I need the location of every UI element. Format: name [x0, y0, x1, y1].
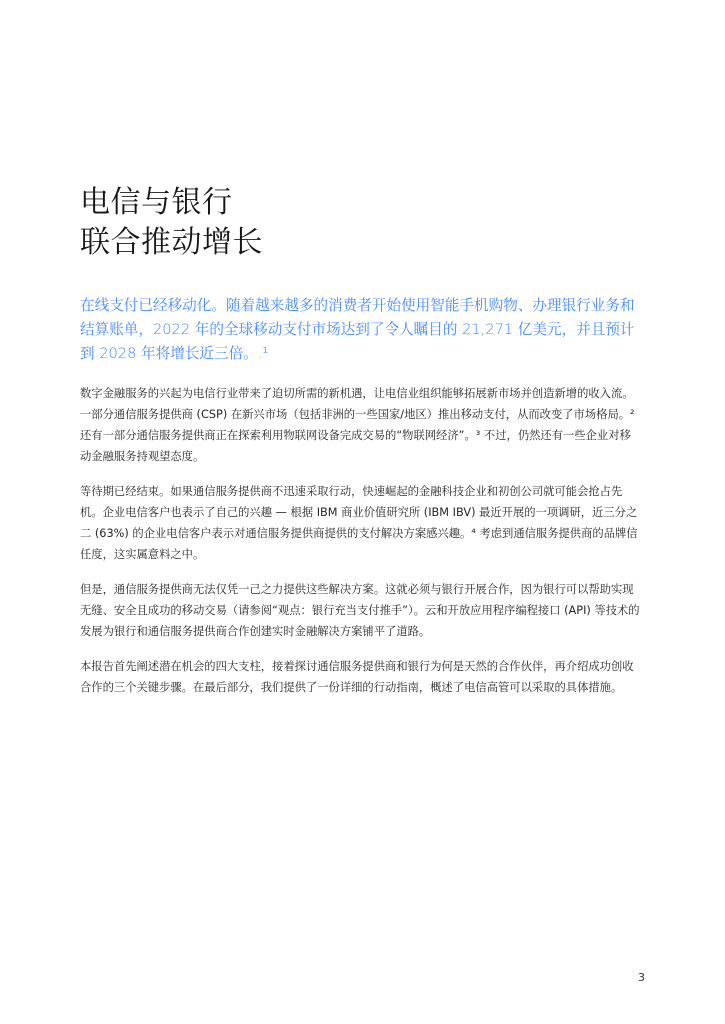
page-title: [80, 183, 640, 263]
body-paragraph-3: 但是，通信服务提供商无法仅凭一己之力提供这些解决方案。这就必须与银行开展合作，因为银行可以帮助实现无缝、安全且成功的移动交易（请参阅“观点：银行充当支付推手”）。云和开放应用程序编程接口 (API) 等技术的发展为银行和通信服务提供商合作创建实时金融解决方案铺平了道路。: [80, 583, 640, 638]
body-paragraph-1: 数字金融服务的兴起为电信行业带来了迫切所需的新机遇，让电信业组织能够拓展新市场并创造新增的收入流。一部分通信服务提供商 (CSP) 在新兴市场（包括非洲的一些国家/地区）推出移动支付，从而改变了市场格局。² 还有一部分通信服务提供商正在探索利用物联网设备完成交易的“物联网经济”。³ 不过，仍然还有一些企业对移动金融服务持观望态度。: [80, 387, 635, 463]
page-title-line-2: 联合推动增长: [80, 225, 263, 260]
page-number: 3: [638, 971, 645, 984]
body-paragraph-2: 等待期已经结束。如果通信服务提供商不迅速采取行动，快速崛起的金融科技企业和初创公司就可能会抢占先机。企业电信客户也表示了自己的兴趣 — 根据 IBM 商业价值研究所 (IBM IBV) 最近开展的一项调研，近三分之二 (63%) 的企业电信客户表示对通信服务提供商提供的支付解决方案感兴趣。⁴ 考虑到通信服务提供商的品牌信任度，这实属意料之中。: [80, 485, 638, 561]
page-title-line-1: 电信与银行: [80, 185, 233, 220]
body-paragraph-4: 本报告首先阐述潜在机会的四大支柱，接着探讨通信服务提供商和银行为何是天然的合作伙伴，再介绍成功创收合作的三个关键步骤。在最后部分，我们提供了一份详细的行动指南，概述了电信高管可以采取的具体措施。: [80, 660, 634, 694]
body-text: [80, 383, 640, 712]
intro-paragraph: 在线支付已经移动化。随着越来越多的消费者开始使用智能手机购物、办理银行业务和结算账单，2022 年的全球移动支付市场达到了令人瞩目的 21,271 亿美元，并且预计到 2028 年将增长近三倍。.¹: [80, 297, 635, 362]
